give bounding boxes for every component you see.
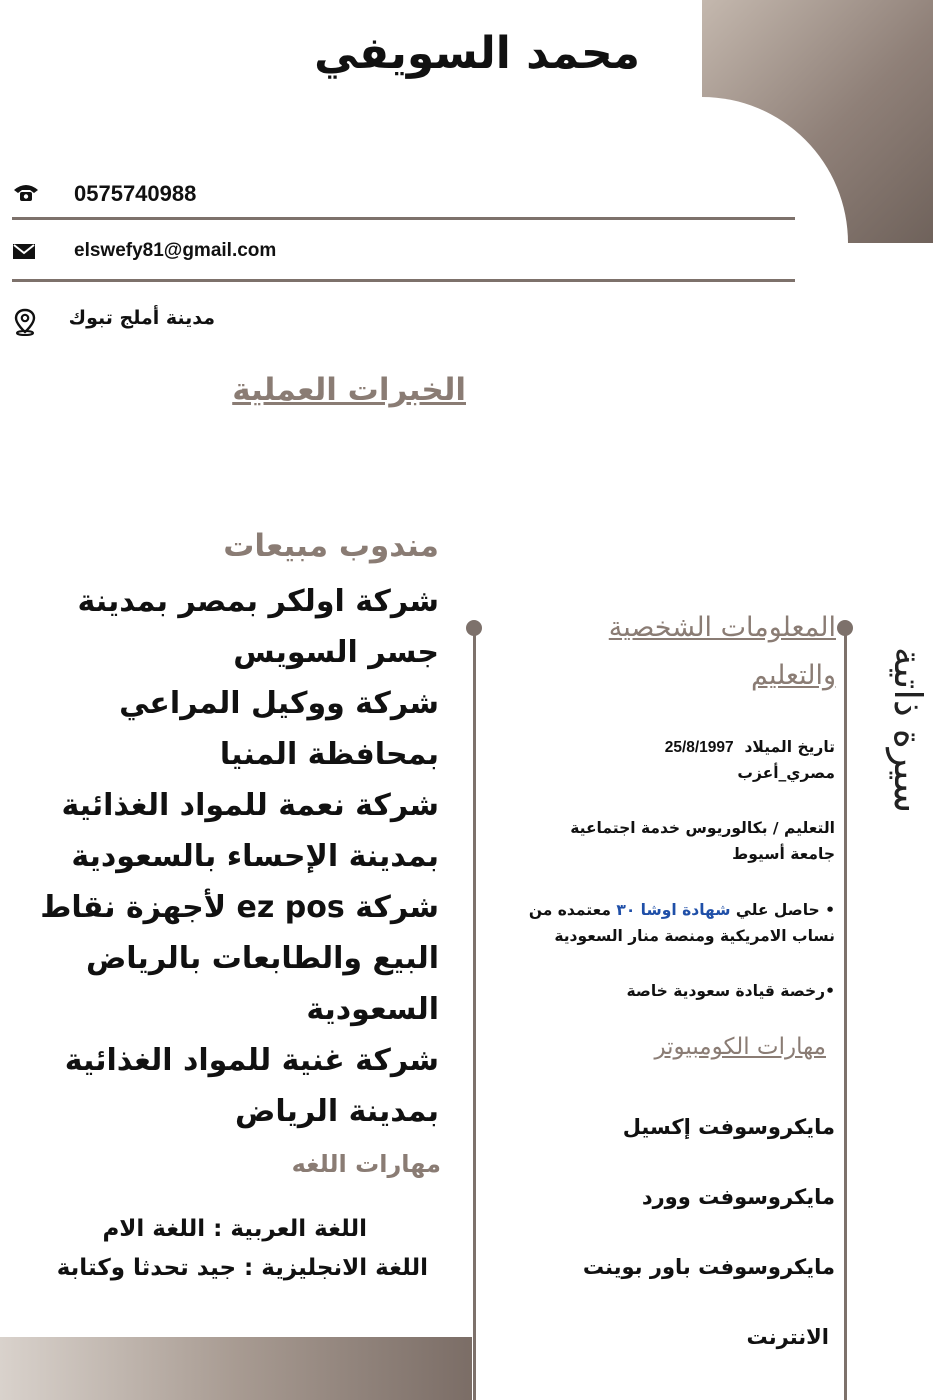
computer-skill: مايكروسوفت إكسيل xyxy=(622,1115,835,1139)
computer-skill: مايكروسوفت باور بوينت xyxy=(582,1255,835,1279)
phone-icon xyxy=(12,180,40,208)
experience-line: شركة اولكر بمصر بمدينة xyxy=(77,584,439,619)
experience-line: بمدينة الرياض xyxy=(235,1094,439,1129)
experience-line: شركة غنية للمواد الغذائية xyxy=(64,1043,439,1078)
timeline-line xyxy=(473,632,476,1400)
job-title: مندوب مبيعات xyxy=(223,528,439,564)
experience-line: شركة ez pos لأجهزة نقاط xyxy=(40,890,439,925)
languages-title: مهارات اللغه xyxy=(291,1150,441,1178)
envelope-icon xyxy=(13,243,35,264)
certificate-line2: نساب الامريكية ومنصة منار السعودية xyxy=(554,927,835,945)
personal-title-line2: والتعليم xyxy=(751,660,836,691)
experience-line: شركة نعمة للمواد الغذائية xyxy=(61,788,439,823)
education-line1: التعليم / بكالوريوس خدمة اجتماعية xyxy=(570,819,835,837)
candidate-name: محمد السويفي xyxy=(314,28,640,79)
driving-license: •رخصة قيادة سعودية خاصة xyxy=(626,982,835,1000)
location-pin-icon xyxy=(13,308,37,340)
certificate-line1 xyxy=(529,899,835,921)
email-address[interactable]: elswefy81@gmail.com xyxy=(74,240,277,261)
language-arabic: اللغة العربية : اللغة الام xyxy=(102,1216,367,1242)
education-line2: جامعة أسيوط xyxy=(732,845,835,863)
experience-line: جسر السويس xyxy=(233,635,439,670)
side-title-box xyxy=(885,620,933,840)
location-text: مدينة أملج تبوك xyxy=(68,307,215,329)
experience-line: بمحافظة المنيا xyxy=(219,737,439,772)
experience-line: السعودية xyxy=(306,992,439,1027)
birth-label: تاريخ الميلاد xyxy=(744,738,835,756)
nationality: مصري_أعزب xyxy=(737,764,835,782)
computer-skills-title: مهارات الكومبيوتر xyxy=(654,1034,826,1060)
bottom-decoration xyxy=(0,1337,472,1400)
divider xyxy=(12,217,795,220)
certificate-suffix: معتمده من xyxy=(528,901,611,919)
experience-line: البيع والطابعات بالرياض xyxy=(85,941,439,976)
phone-number[interactable]: 0575740988 xyxy=(74,181,197,206)
computer-skill: الانترنت xyxy=(746,1325,829,1349)
timeline-line xyxy=(844,632,847,1400)
computer-skill: مايكروسوفت وورد xyxy=(641,1185,835,1209)
personal-title-line1: المعلومات الشخصية xyxy=(608,612,836,643)
language-english: اللغة الانجليزية : جيد تحدثا وكتابة xyxy=(56,1255,428,1281)
experience-line: شركة ووكيل المراعي xyxy=(119,686,439,721)
divider xyxy=(12,279,795,282)
birth-date: 25/8/1997 xyxy=(664,739,734,756)
certificate-highlight: شهادة اوشا ٣٠ xyxy=(616,901,731,919)
experience-list xyxy=(0,576,439,1137)
certificate-prefix: • حاصل علي xyxy=(735,901,835,919)
experience-line: بمدينة الإحساء بالسعودية xyxy=(71,839,439,874)
experience-title: الخبرات العملية xyxy=(232,372,466,408)
cv-side-title: سيرة ذاتية xyxy=(886,646,930,814)
birth-date-row xyxy=(665,736,835,759)
